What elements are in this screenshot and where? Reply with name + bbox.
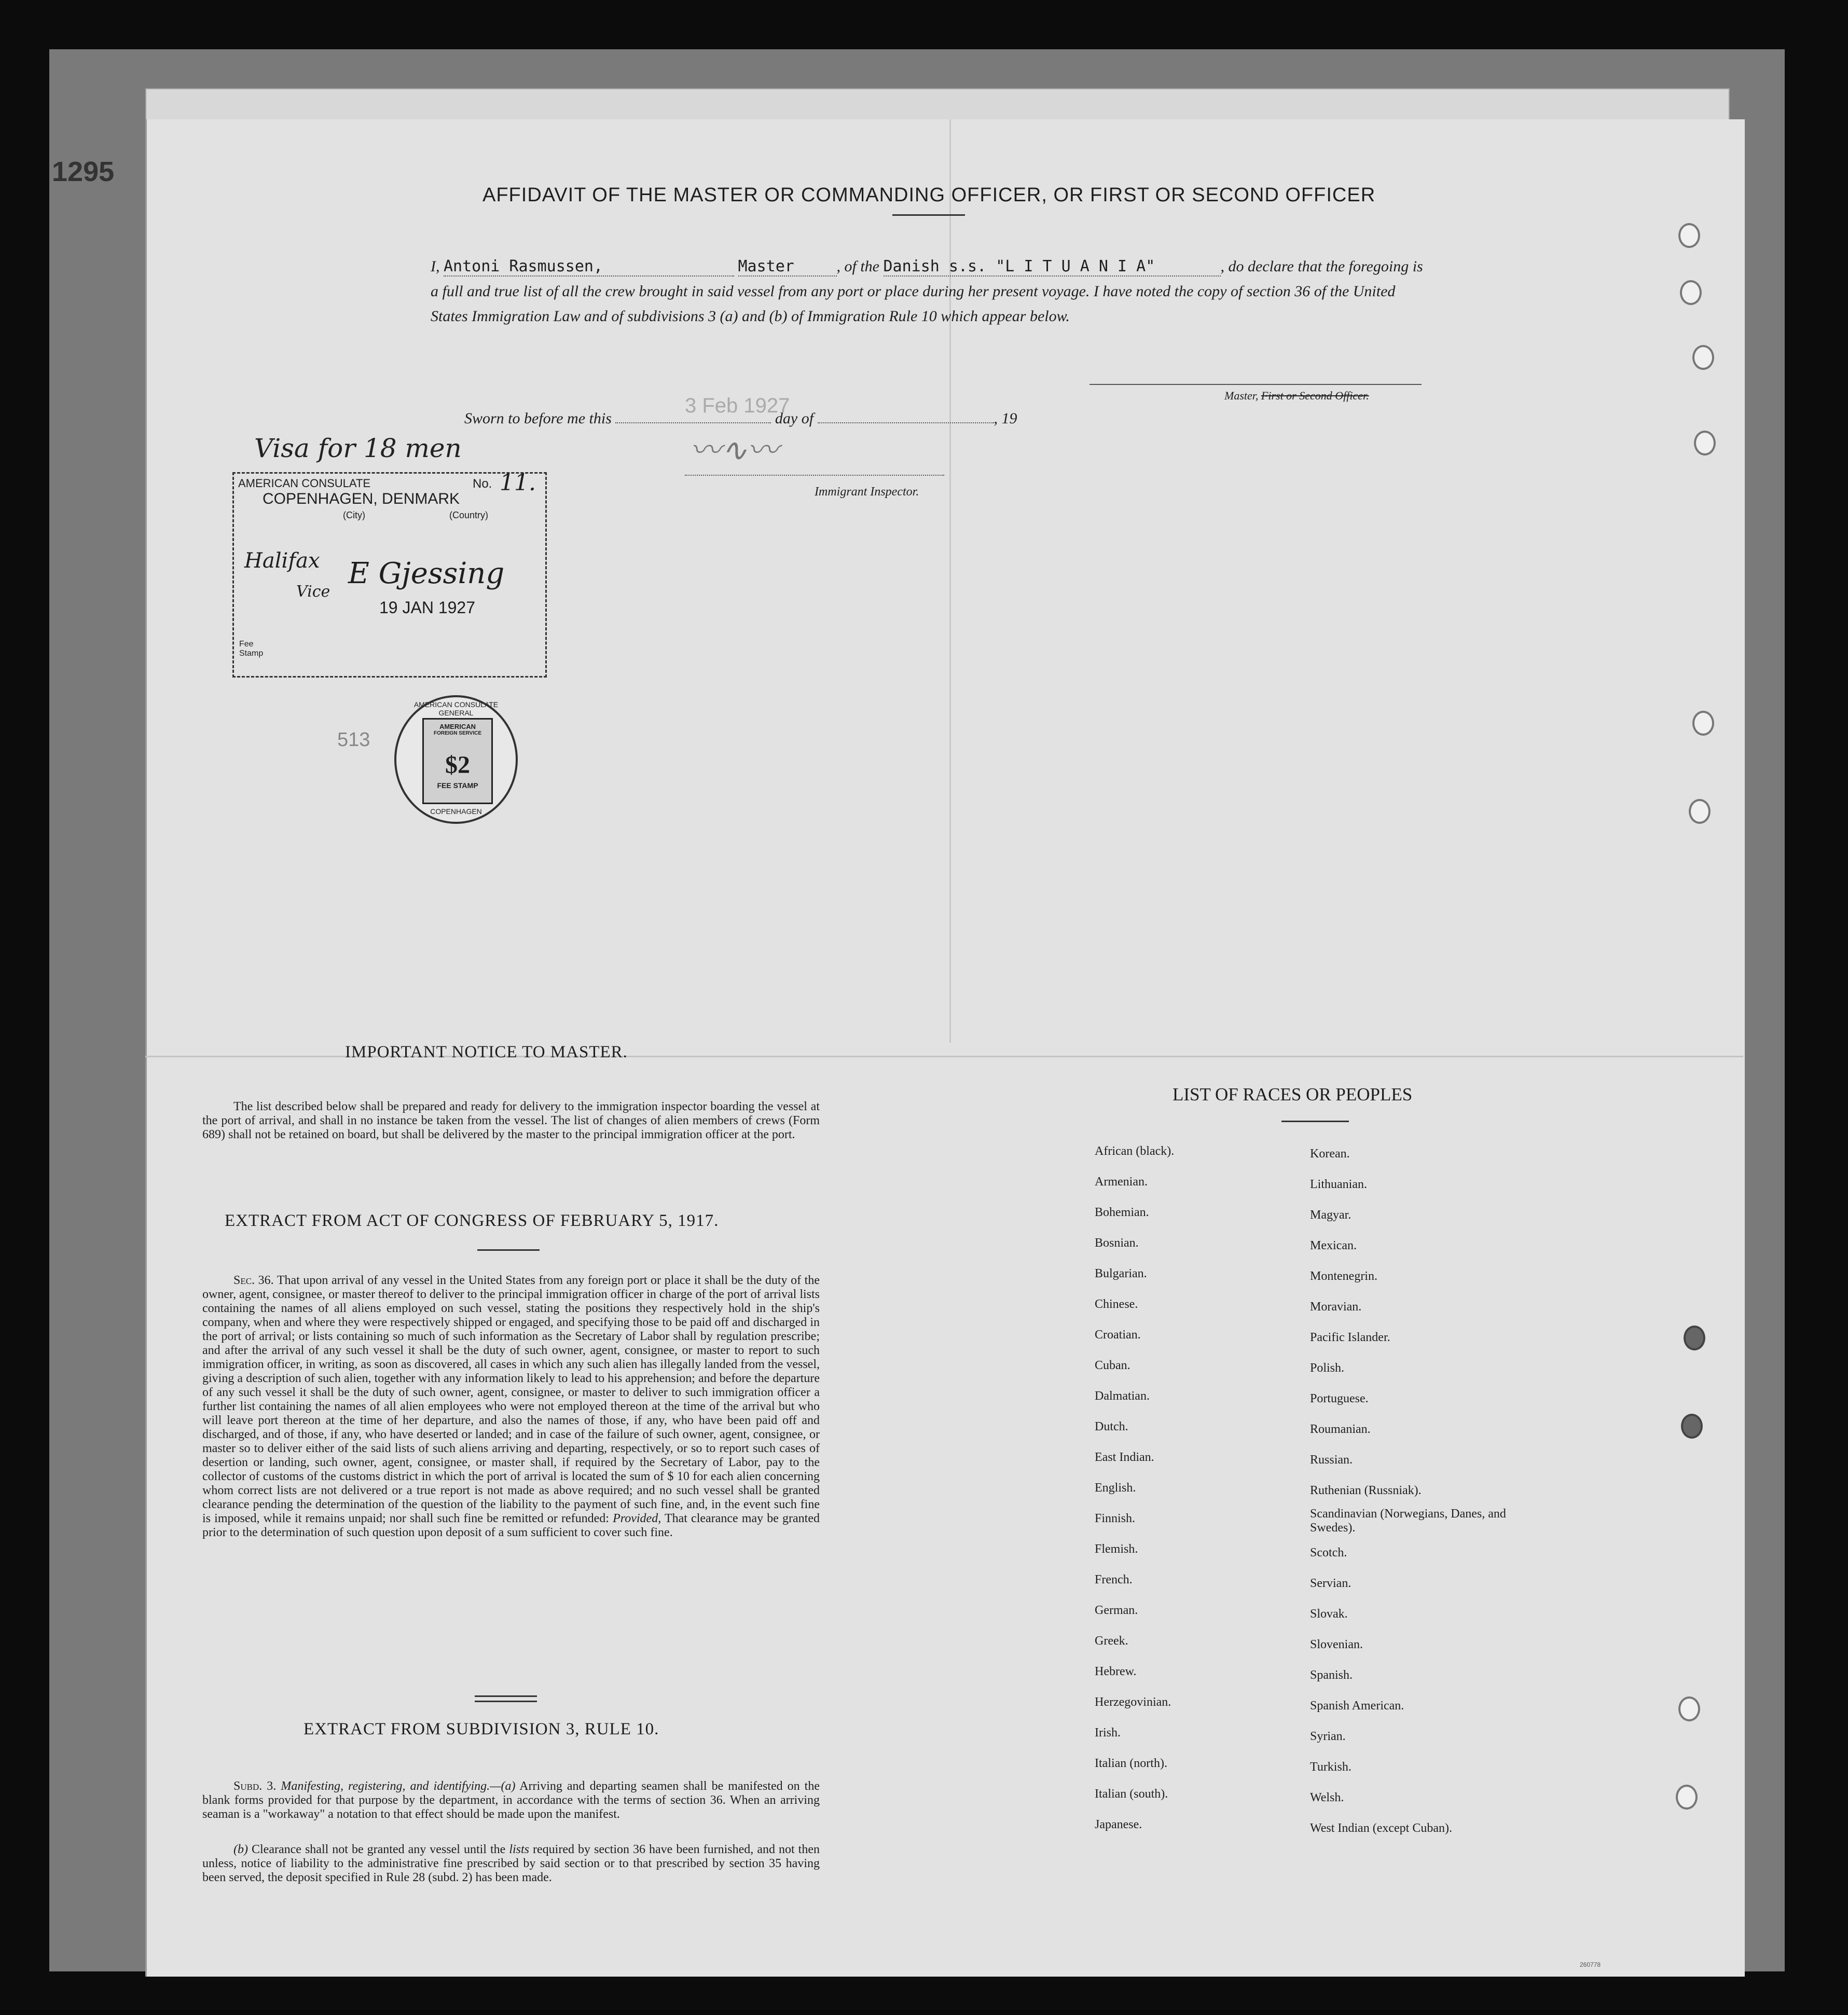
master-signature-label	[1224, 389, 1369, 403]
punch-hole	[1678, 1696, 1700, 1721]
races-rule	[1281, 1121, 1349, 1122]
race-item: Welsh.	[1310, 1791, 1344, 1804]
race-item: Hebrew.	[1095, 1665, 1137, 1678]
fee-top: AMERICAN	[439, 723, 476, 730]
race-item: German.	[1095, 1604, 1138, 1617]
inspector-signature-line	[685, 475, 944, 476]
race-item: Spanish.	[1310, 1668, 1353, 1682]
punch-hole	[1680, 280, 1702, 305]
race-item: Chinese.	[1095, 1298, 1138, 1311]
race-item: English.	[1095, 1481, 1136, 1495]
race-item: Mexican.	[1310, 1239, 1357, 1252]
rule-subd-a	[202, 1779, 820, 1821]
fee-bottom: FEE STAMP	[437, 781, 478, 790]
race-item: Montenegrin.	[1310, 1269, 1377, 1283]
fee-stamp-label: Fee Stamp	[239, 640, 264, 658]
race-item: East Indian.	[1095, 1451, 1154, 1464]
race-item: Italian (north).	[1095, 1757, 1167, 1770]
fee-ring-bottom: COPENHAGEN	[430, 807, 482, 816]
race-item: Russian.	[1310, 1453, 1353, 1467]
race-item: Servian.	[1310, 1577, 1351, 1590]
race-item: West Indian (except Cuban).	[1310, 1821, 1452, 1835]
race-item: Portuguese.	[1310, 1392, 1369, 1405]
race-item: Bulgarian.	[1095, 1267, 1147, 1280]
sworn-text: Sworn to before me this	[464, 410, 612, 427]
punch-hole	[1692, 711, 1714, 736]
master-rank: Master	[738, 257, 837, 277]
punch-hole	[1692, 345, 1714, 370]
master-name: Antoni Rasmussen,	[444, 257, 734, 277]
visa-date: 19 JAN 1927	[379, 598, 476, 617]
punch-hole	[1678, 223, 1700, 248]
race-item: Slovak.	[1310, 1607, 1348, 1621]
notice-text: The list described below shall be prepared and ready for delivery to the immigration inspector boarding the vessel at the port of arrival, and shall in no instance be taken from the vessel. The list of changes of alien members of crews (Form 689) shall not be retained on board, but shall be delivered by the master to the principal immigration officer at the port.	[202, 1100, 820, 1141]
race-item: Greek.	[1095, 1634, 1128, 1648]
b-text-2: required by section 36 have been furnished, and not then unless, notice of liability to the administrative fine prescribed by said section or to that prescribed by section 35 having been served, the deposit specified in Rule 28 (subd. 2) has been made.	[202, 1843, 820, 1884]
a-text: Arriving and departing seamen shall be manifested on the blank forms provided for that purpose by the department, in accordance with the terms of section 36. When an arriving seaman is a "workaway" a notation to that effect should be made upon the manifest.	[202, 1779, 820, 1821]
printer-mark: 260778	[1580, 1961, 1601, 1968]
stamp-number: 513	[337, 729, 370, 751]
race-item: Armenian.	[1095, 1175, 1148, 1189]
race-item: Lithuanian.	[1310, 1178, 1367, 1191]
subd-label: Subd. 3.	[233, 1779, 277, 1793]
day-of-text: day of	[775, 410, 814, 427]
race-item: Cuban.	[1095, 1359, 1130, 1372]
race-item: Korean.	[1310, 1147, 1350, 1161]
race-item: Roumanian.	[1310, 1423, 1371, 1436]
consulate-heading: AMERICAN CONSULATE	[238, 477, 371, 490]
notice-title: IMPORTANT NOTICE TO MASTER.	[345, 1043, 628, 1061]
race-item: Dalmatian.	[1095, 1389, 1150, 1403]
race-item: Bosnian.	[1095, 1236, 1139, 1250]
fee-stamp-inner	[422, 718, 493, 804]
races-title: LIST OF RACES OR PEOPLES	[1173, 1084, 1413, 1105]
fee-value: $2	[445, 751, 470, 779]
race-item: Magyar.	[1310, 1208, 1351, 1222]
race-item: Ruthenian (Russniak).	[1310, 1484, 1422, 1497]
visa-number: 11.	[500, 470, 536, 496]
year-prefix: , 19	[994, 410, 1017, 427]
race-item: French.	[1095, 1573, 1133, 1586]
consulate-visa-stamp	[232, 472, 547, 678]
label-struck-officer: First or Second Officer.	[1261, 389, 1369, 402]
consular-fee-stamp	[394, 695, 518, 824]
sworn-statement	[464, 410, 1017, 427]
b-text-1: Clearance shall not be granted any vessel until the	[252, 1843, 506, 1856]
race-item: Japanese.	[1095, 1818, 1142, 1831]
fee-service: FOREIGN SERVICE	[433, 730, 482, 736]
rule-title: EXTRACT FROM SUBDIVISION 3, RULE 10.	[304, 1720, 659, 1738]
country-label: (Country)	[449, 510, 489, 520]
sec-label: Sec. 36.	[233, 1274, 274, 1287]
visa-no-label: No.	[473, 477, 492, 491]
b-label: (b)	[233, 1843, 248, 1856]
act-end-rule-2	[475, 1701, 537, 1702]
act-end-rule	[475, 1695, 537, 1697]
consul-signature: E Gjessing	[348, 557, 505, 590]
act-section-36	[202, 1274, 820, 1540]
race-item: Scotch.	[1310, 1546, 1347, 1559]
b-lists: lists	[509, 1843, 529, 1856]
race-item: Dutch.	[1095, 1420, 1128, 1433]
vice-text: Vice	[296, 583, 330, 601]
sec-text-a: That upon arrival of any vessel in the United States from any foreign port or place it shall be the duty of the owner, agent, consignee, or master thereof to deliver to the principal immigration officer in charge of the port of arrival lists containing the names of all aliens employed on such vessel, stating the positions they respectively hold in the ship's company, when and where they were respectively shipped or engaged, and specifying those to be paid off and discharged in the port of arrival; or lists containing so much of such information as the Secretary of Labor shall by regulation prescribe; and after the arrival of any such vessel it shall be the duty of such owner, agent, consignee, or master to report to such immigration officer, in writing, as soon as discovered, all cases in which any such alien has illegally landed from the vessel, giving a description of such alien, together with any information likely to lead to his apprehension; and before the departure of any such vessel it shall be the duty of such owner, agent, consignee, or master to deliver to such immigration officer a further list containing the names of all alien employees who were not employed thereon at the time of the arrival but who will leave port thereon at the time of her departure, and also the names of those, if any, who have been paid off and discharged, and of those, if any, who have deserted or landed; and in case of the failure of such owner, agent, consignee, or master so to deliver either of the said lists of such aliens arriving and departing, respectively, or so to report such cases of desertion or landing, such owner, agent, consignee, or master shall, if required by the Secretary of Labor, pay to the collector of customs of the customs district in which the port of arrival is located the sum of $ 10 for each alien concerning whom correct lists are not delivered or a true report is not made as above required; and no such vessel shall be granted clearance pending the determination of the question of the liability to the payment of such fine, and, in the event such fine is imposed, while it remains unpaid; nor shall such fine be remitted or refunded:	[202, 1274, 820, 1525]
act-title: EXTRACT FROM ACT OF CONGRESS OF FEBRUARY 5, 1917.	[225, 1211, 719, 1230]
label-master: Master,	[1224, 389, 1259, 402]
edge-page-number: 1295	[52, 156, 115, 187]
affidavit-title: AFFIDAVIT OF THE MASTER OR COMMANDING OFFICER, OR FIRST OR SECOND OFFICER	[482, 184, 1376, 206]
pronoun-i: I,	[431, 258, 440, 275]
punch-hole	[1694, 431, 1716, 456]
race-item: Italian (south).	[1095, 1787, 1168, 1801]
declaration-body: that the foregoing is a full and true list of all the crew brought in said vessel from any port or place during her present voyage. I have noted the copy of section 36 of the United States Immigration Law and of subdivisions 3 (a) and (b) of Immigration Rule 10 which appear below.	[431, 258, 1423, 325]
races-left-column	[1095, 1136, 1292, 1840]
race-item: Croatian.	[1095, 1328, 1141, 1342]
punch-hole	[1676, 1785, 1698, 1810]
punch-hole	[1681, 1414, 1703, 1439]
provided-label: Provided,	[613, 1512, 661, 1525]
race-item: Bohemian.	[1095, 1206, 1149, 1219]
fee-ring-text: AMERICAN CONSULATE GENERAL	[413, 700, 499, 717]
race-item: Slovenian.	[1310, 1638, 1363, 1651]
do-declare-text: , do declare	[1220, 258, 1294, 275]
port-handwritten: Halifax	[244, 549, 320, 573]
subd-heading: Manifesting, registering, and identifying.	[281, 1779, 490, 1793]
affidavit-declaration	[431, 254, 1427, 329]
race-item: Syrian.	[1310, 1730, 1346, 1743]
city-label: (City)	[343, 510, 365, 520]
race-item: Finnish.	[1095, 1512, 1136, 1525]
race-item: Scandinavian (Norwegians, Danes, and Swedes).	[1310, 1507, 1506, 1535]
race-item: Irish.	[1095, 1726, 1121, 1740]
inspector-label: Immigrant Inspector.	[815, 485, 919, 499]
race-item: Moravian.	[1310, 1300, 1362, 1314]
race-item: Turkish.	[1310, 1760, 1351, 1774]
vessel-name: Danish s.s. "L I T U A N I A"	[884, 257, 1221, 277]
race-item: Spanish American.	[1310, 1699, 1404, 1713]
races-right-column	[1310, 1139, 1528, 1844]
visa-handwritten-note: Visa for 18 men	[254, 433, 462, 463]
race-item: Flemish.	[1095, 1542, 1138, 1556]
title-rule	[892, 214, 965, 216]
sec-text-b: That clearance may be granted prior to the determination of such question upon deposit of a sum sufficient to cover such fine.	[202, 1512, 820, 1539]
master-signature-line	[1090, 384, 1422, 385]
sworn-date-stamp: 3 Feb 1927	[685, 394, 790, 417]
race-item: African (black).	[1095, 1144, 1175, 1158]
of-the-text: , of the	[836, 258, 879, 275]
race-item: Herzegovinian.	[1095, 1695, 1171, 1709]
act-rule	[477, 1249, 540, 1251]
rule-subd-b	[202, 1843, 820, 1885]
punch-hole	[1684, 1326, 1705, 1350]
punch-hole	[1689, 799, 1711, 824]
inspector-signature: 〰∿〰	[690, 432, 779, 468]
a-label: —(a)	[490, 1779, 516, 1793]
race-item: Pacific Islander.	[1310, 1331, 1390, 1344]
consulate-city-country: COPENHAGEN, DENMARK	[263, 490, 460, 507]
race-item: Polish.	[1310, 1361, 1345, 1375]
